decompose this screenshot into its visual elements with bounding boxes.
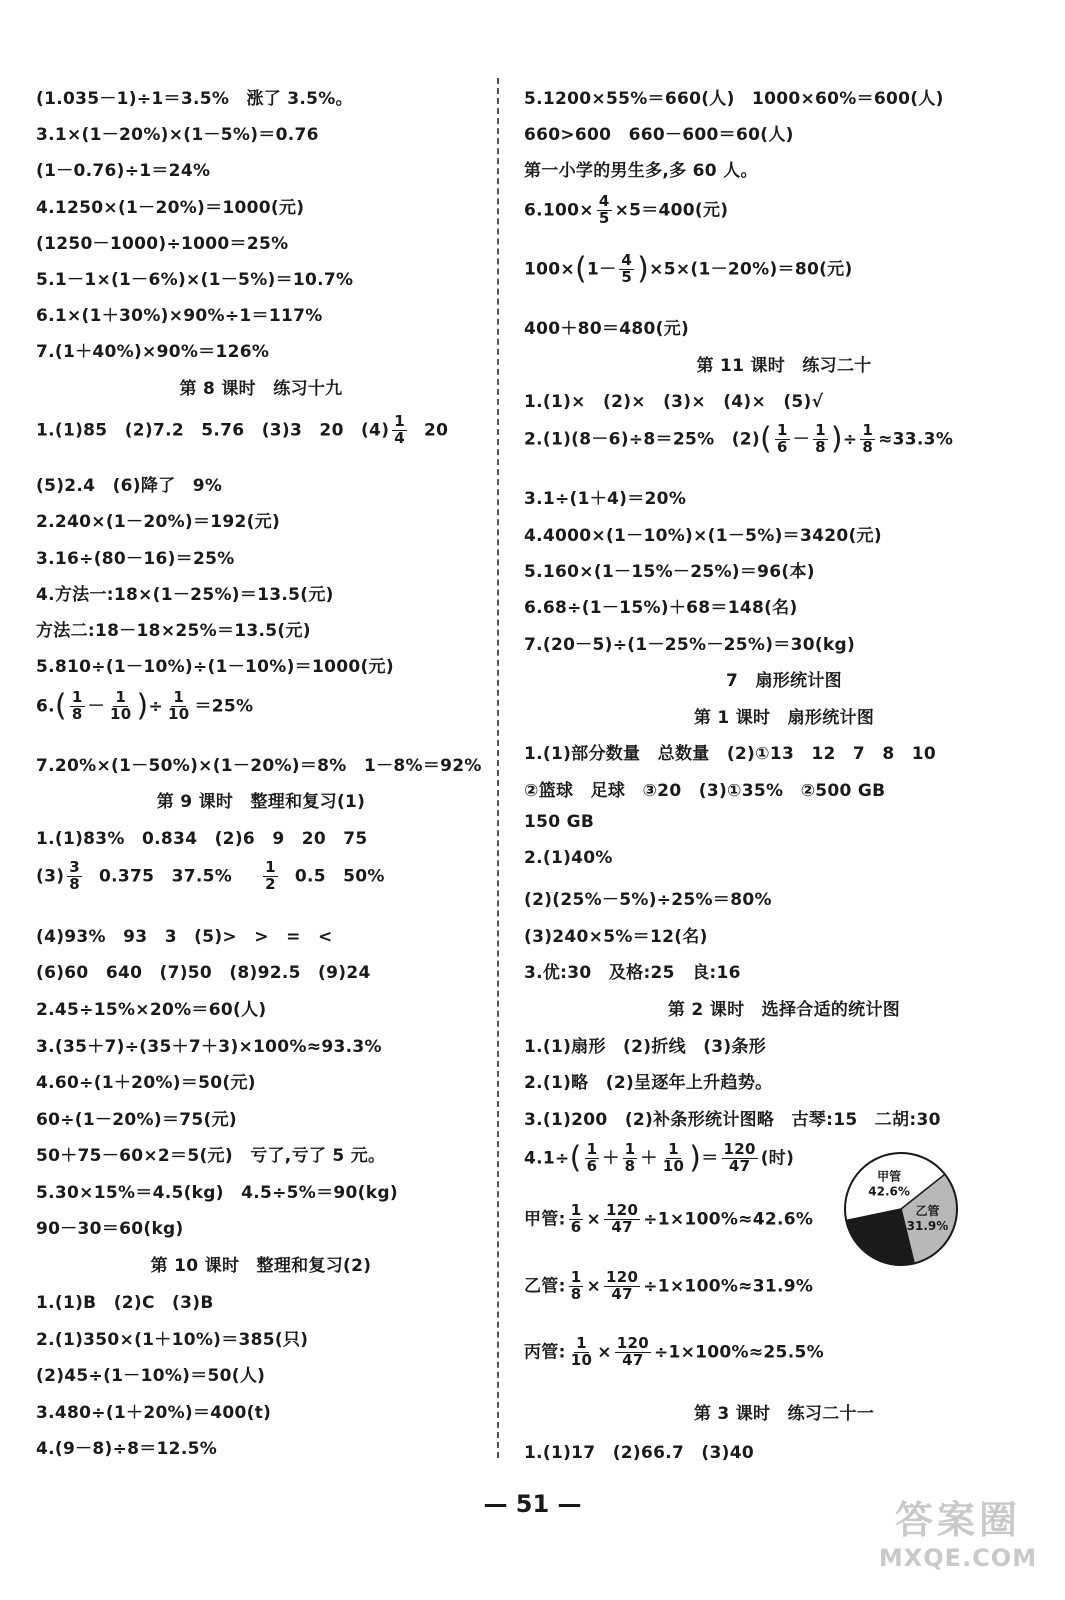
answer-text: ÷	[842, 429, 858, 450]
answer-line: 2.(1)40%	[524, 848, 613, 868]
pie-slice-value: 31.9%	[906, 1219, 949, 1234]
answer-line: 1.(1)83% 0.834 (2)6 9 20 75	[36, 829, 368, 849]
answer-line: 1.(1)17 (2)66.7 (3)40	[524, 1443, 754, 1463]
answer-line: 方法二:18－18×25%＝13.5(元)	[36, 621, 311, 641]
answer-line-fraction: 100×(1－ $\frac{4}{5}$ )×5×(1－20%)＝80(元)	[524, 251, 853, 287]
fraction	[569, 1270, 584, 1303]
fraction	[604, 1270, 640, 1303]
fraction	[860, 423, 875, 456]
answer-text: 乙管:	[524, 1276, 566, 1297]
answer-text: ＋	[640, 1148, 658, 1169]
answer-line: 3.480÷(1＋20%)＝400(t)	[36, 1403, 272, 1423]
answer-line: 3.16÷(80－16)＝25%	[36, 549, 235, 569]
answer-text: ≈33.3%	[878, 429, 954, 450]
answer-line-fraction	[524, 1203, 813, 1236]
answer-line: 60÷(1－20%)＝75(元)	[36, 1110, 237, 1130]
fraction	[661, 1142, 686, 1175]
answer-line: 5.1200×55%＝660(人) 1000×60%＝600(人)	[524, 89, 944, 109]
numerator: 120	[723, 1140, 756, 1158]
answer-line-fraction	[36, 414, 448, 447]
answer-line: (3)240×5%＝12(名)	[524, 927, 708, 947]
answer-line: 5.810÷(1－10%)÷(1－10%)＝1000(元)	[36, 657, 394, 677]
pie-chart	[842, 1150, 960, 1268]
denominator: 10	[570, 1350, 593, 1369]
denominator: 5	[598, 208, 610, 227]
fraction	[623, 1142, 638, 1175]
fraction	[619, 253, 634, 286]
answer-line: 1.(1)部分数量 总数量 (2)①13 12 7 8 10	[524, 744, 937, 764]
answer-line: 2.(1)350×(1＋10%)＝385(只)	[36, 1330, 309, 1350]
denominator: 8	[69, 874, 81, 893]
numerator: 1	[668, 1140, 679, 1158]
answer-text: (时)	[760, 1148, 795, 1169]
answer-line: (5)2.4 (6)降了 9%	[36, 476, 223, 496]
denominator: 8	[815, 437, 826, 456]
answer-line: 90－30＝60(kg)	[36, 1219, 184, 1239]
chapter-heading: 7 扇形统计图	[726, 671, 842, 691]
denominator: 6	[586, 1156, 598, 1175]
fraction	[569, 1203, 584, 1236]
fraction	[569, 1336, 594, 1369]
fraction	[585, 1142, 600, 1175]
answer-line: 1.(1)扇形 (2)折线 (3)条形	[524, 1037, 767, 1057]
numerator: 1	[862, 421, 874, 439]
fraction	[166, 690, 191, 723]
numerator: 1	[265, 858, 276, 876]
pie-chart-svg	[842, 1150, 960, 1268]
numerator: 1	[394, 412, 406, 430]
answer-text: 1－	[586, 259, 617, 280]
answer-line: 4.方法一:18×(1－25%)＝13.5(元)	[36, 585, 334, 605]
answer-line-fraction	[524, 1336, 824, 1369]
answer-line: (4)93% 93 3 (5)> > = <	[36, 927, 333, 947]
answer-text: 2.(1)(8－6)÷8＝25% (2)	[524, 429, 760, 450]
numerator: 1	[576, 1334, 587, 1352]
pie-slice-label: 甲管	[877, 1169, 902, 1184]
answer-line-fraction: 6.( $\frac{1}{8}$ － $\frac{1}{10}$ )÷ $\frac{1}{10}$ ＝25%	[36, 688, 254, 724]
answer-text: 丙管:	[524, 1342, 566, 1363]
answer-text: 0.5 50%	[294, 866, 385, 887]
denominator: 8	[624, 1156, 636, 1175]
answer-text: 100×	[524, 259, 575, 280]
fraction	[722, 1142, 758, 1175]
denominator: 4	[394, 428, 406, 447]
answer-line-fraction	[36, 860, 385, 893]
answer-line: (1250－1000)÷1000＝25%	[36, 234, 289, 254]
denominator: 8	[570, 1284, 582, 1303]
denominator: 10	[168, 704, 190, 723]
answer-line-fraction: 2.(1)(8－6)÷8＝25% (2)( $\frac{1}{6}$ － $\frac{1}{8}$ )÷ $\frac{1}{8}$ ≈33.3%	[524, 421, 954, 457]
answer-line: 5.1－1×(1－6%)×(1－5%)＝10.7%	[36, 270, 354, 290]
answer-line: 2.45÷15%×20%＝60(人)	[36, 1000, 267, 1020]
denominator: 6	[777, 437, 788, 456]
pie-slice-value: 42.6%	[868, 1184, 910, 1199]
fraction	[604, 1203, 640, 1236]
denominator: 47	[611, 1284, 633, 1303]
fraction	[70, 690, 85, 723]
answer-line: 7.20%×(1－50%)×(1－20%)＝8% 1－8%＝92%	[36, 756, 482, 776]
answer-line: (2)(25%－5%)÷25%＝80%	[524, 890, 772, 910]
answer-line: 第一小学的男生多,多 60 人。	[524, 161, 758, 181]
numerator: 1	[115, 688, 127, 706]
answer-line: 7.(1＋40%)×90%＝126%	[36, 342, 270, 362]
watermark-url: MXQE.COM	[878, 1544, 1038, 1572]
answer-line: (1－0.76)÷1＝24%	[36, 161, 211, 181]
denominator: 8	[71, 704, 83, 723]
answer-text: 6.100×	[524, 200, 594, 221]
answer-text: ×	[586, 1209, 601, 1230]
answer-line: 1.(1)B (2)C (3)B	[36, 1293, 214, 1313]
denominator: 47	[728, 1156, 751, 1175]
numerator: 1	[71, 688, 83, 706]
denominator: 5	[621, 267, 633, 286]
answer-text: ÷	[148, 696, 164, 717]
answer-line: 2.(1)略 (2)呈逐年上升趋势。	[524, 1073, 773, 1093]
answer-text: 6.	[36, 696, 55, 717]
answer-line: 2.240×(1－20%)＝192(元)	[36, 512, 281, 532]
answer-line: 150 GB	[524, 812, 595, 832]
section-heading: 第 2 课时 选择合适的统计图	[667, 1000, 901, 1020]
fraction	[263, 860, 278, 893]
answer-text: －	[792, 429, 811, 450]
answer-line: 7.(20－5)÷(1－25%－25%)＝30(kg)	[524, 635, 856, 655]
column-divider	[497, 78, 499, 1458]
denominator: 47	[611, 1217, 633, 1236]
denominator: 2	[265, 874, 276, 893]
answer-line: 5.30×15%＝4.5(kg) 4.5÷5%＝90(kg)	[36, 1183, 398, 1203]
answer-line: 3.1×(1－20%)×(1－5%)＝0.76	[36, 125, 319, 145]
answer-line: 4.(9－8)÷8＝12.5%	[36, 1439, 218, 1459]
answer-text: ×5＝400(元)	[614, 200, 729, 221]
answer-text: ÷1×100%≈42.6%	[643, 1209, 814, 1230]
numerator: 1	[570, 1268, 582, 1286]
answer-line: 3.(1)200 (2)补条形统计图略 古琴:15 二胡:30	[524, 1110, 941, 1130]
answer-line: (2)45÷(1－10%)＝50(人)	[36, 1366, 266, 1386]
answer-line-fraction	[524, 1270, 813, 1303]
numerator: 3	[69, 858, 81, 876]
numerator: 4	[621, 251, 633, 269]
fraction	[813, 423, 828, 456]
fraction	[108, 690, 133, 723]
answer-line: 50＋75－60×2＝5(元) 亏了,亏了 5 元。	[36, 1146, 386, 1166]
numerator: 120	[616, 1334, 649, 1352]
answer-line: 1.(1)× (2)× (3)× (4)× (5)√	[524, 392, 824, 412]
fraction	[392, 414, 407, 447]
denominator: 8	[862, 437, 874, 456]
answer-text: 4.1÷	[524, 1148, 570, 1169]
fraction	[67, 860, 82, 893]
fraction	[597, 194, 612, 227]
answer-line: 3.优:30 及格:25 良:16	[524, 963, 741, 983]
answer-line: (6)60 640 (7)50 (8)92.5 (9)24	[36, 963, 371, 983]
answer-line: ②篮球 足球 ③20 (3)①35% ②500 GB	[524, 781, 886, 801]
numerator: 1	[173, 688, 185, 706]
answer-line: 3.1÷(1＋4)＝20%	[524, 489, 687, 509]
section-heading: 第 11 课时 练习二十	[696, 356, 872, 376]
section-heading: 第 1 课时 扇形统计图	[693, 708, 875, 728]
answer-text: (3)	[36, 866, 65, 887]
denominator: 10	[662, 1156, 685, 1175]
answer-line: 3.(35＋7)÷(35＋7＋3)×100%≈93.3%	[36, 1037, 382, 1057]
answer-line-fraction: 4.1÷( $\frac{1}{6}$ ＋ $\frac{1}{8}$ ＋ $\frac{1}{10}$ )＝ $\frac{120}{47}$ (时)	[524, 1140, 795, 1176]
answer-line: 4.1250×(1－20%)＝1000(元)	[36, 198, 305, 218]
answer-text: 1.(1)85 (2)7.2 5.76 (3)3 20 (4)	[36, 420, 390, 441]
watermark-title: 答案圈	[894, 1498, 1021, 1542]
numerator: 120	[606, 1201, 639, 1219]
section-heading: 第 8 课时 练习十九	[179, 379, 343, 399]
answer-line: 6.68÷(1－15%)＋68＝148(名)	[524, 598, 798, 618]
section-heading: 第 10 课时 整理和复习(2)	[150, 1256, 372, 1276]
answer-line: 4.60÷(1＋20%)＝50(元)	[36, 1073, 256, 1093]
numerator: 120	[606, 1268, 639, 1286]
answer-text: ×	[597, 1342, 612, 1363]
numerator: 1	[586, 1140, 598, 1158]
denominator: 6	[570, 1217, 582, 1236]
answer-line: (1.035－1)÷1＝3.5% 涨了 3.5%。	[36, 89, 353, 109]
fraction	[615, 1336, 651, 1369]
answer-text: ＋	[602, 1148, 620, 1169]
answer-line: 6.1×(1＋30%)×90%÷1＝117%	[36, 306, 323, 326]
answer-text: ÷1×100%≈25.5%	[653, 1342, 824, 1363]
numerator: 1	[624, 1140, 636, 1158]
numerator: 1	[570, 1201, 582, 1219]
answer-text: ＝	[701, 1148, 719, 1169]
answer-text: ×	[586, 1276, 601, 1297]
section-heading: 第 9 课时 整理和复习(1)	[156, 792, 366, 812]
page-number: — 51 —	[483, 1490, 582, 1518]
fraction	[775, 423, 790, 456]
answer-text: －	[87, 696, 105, 717]
denominator: 47	[622, 1350, 644, 1369]
answer-line-fraction	[524, 194, 728, 227]
answer-line: 5.160×(1－15%－25%)＝96(本)	[524, 562, 815, 582]
answer-text: 20	[424, 420, 449, 441]
watermark-logo	[868, 1496, 1048, 1586]
denominator: 10	[109, 704, 132, 723]
answer-text: ＝25%	[194, 696, 254, 717]
answer-text: 0.375 37.5%	[99, 866, 233, 887]
numerator: 4	[598, 192, 610, 210]
pie-slice-label: 乙管	[915, 1204, 940, 1219]
section-heading: 第 3 课时 练习二十一	[693, 1404, 875, 1424]
answer-text: ×5×(1－20%)＝80(元)	[649, 259, 853, 280]
answer-line: 400＋80＝480(元)	[524, 319, 690, 339]
numerator: 1	[815, 421, 826, 439]
numerator: 1	[777, 421, 788, 439]
answer-text: ÷1×100%≈31.9%	[643, 1276, 814, 1297]
answer-line: 4.4000×(1－10%)×(1－5%)＝3420(元)	[524, 526, 882, 546]
answer-text: 甲管:	[524, 1209, 566, 1230]
answer-line: 660>600 660－600＝60(人)	[524, 125, 794, 145]
